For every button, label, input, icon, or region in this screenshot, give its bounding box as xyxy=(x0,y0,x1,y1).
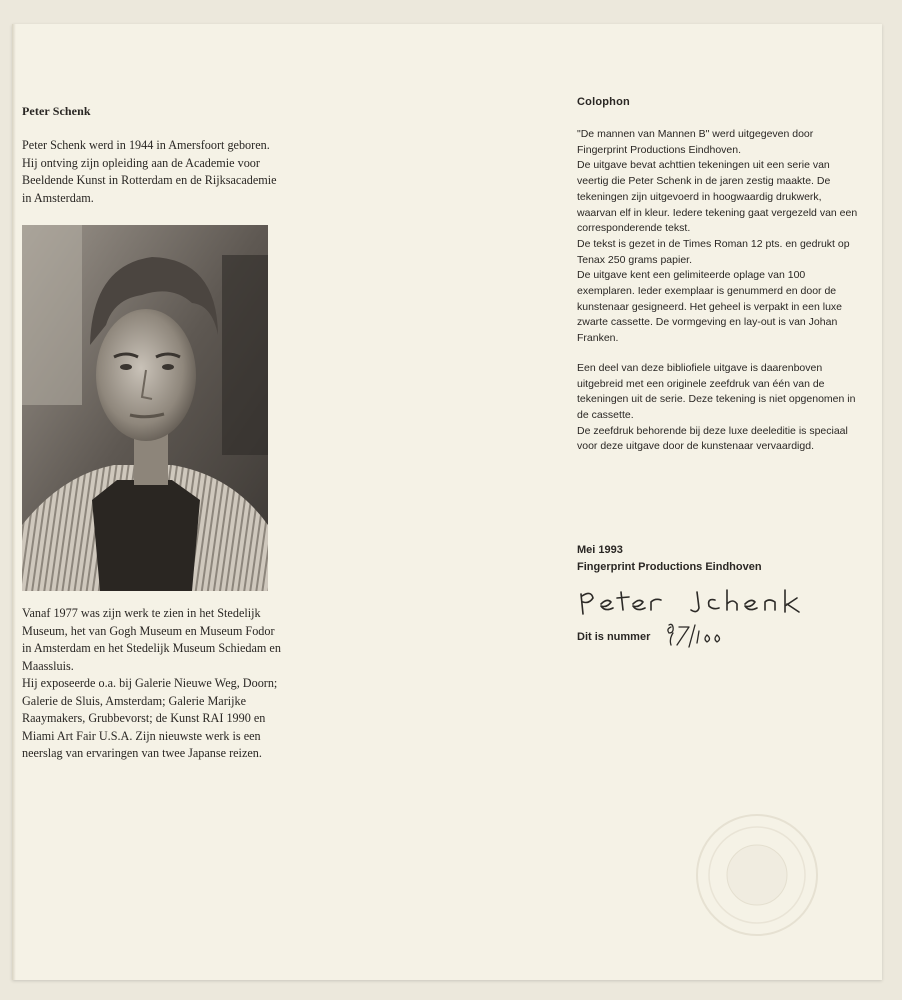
biography-intro: Peter Schenk werd in 1944 in Amersfoort geboren. Hij ontving zijn opleiding aan de Academie voor Beeldende Kunst in Rotterdam en de Rijksacademie in Amsterdam. xyxy=(22,138,277,205)
colophon-title: Colophon xyxy=(577,96,630,108)
publisher-name: Fingerprint Productions Eindhoven xyxy=(577,561,762,573)
colophon-contents-paragraph: De uitgave bevat achttien tekeningen uit een serie van veertig die Peter Schenk in de jaren zestig maakte. De tekeningen zijn uitgevoerd in hoogwaardig drukwerk, waarvan elf in kleur. Iedere tekening gaat vergezeld van een corresponderende tekst. xyxy=(577,159,858,235)
colophon-screenprint-paragraph: De zeefdruk behorende bij deze luxe deeleditie is speciaal voor deze uitgave door de kunstenaar vervaardigd. xyxy=(577,424,848,453)
biography-title: Peter Schenk xyxy=(22,104,91,118)
artist-portrait-photo xyxy=(22,225,268,591)
edition-number-label: Dit is nummer xyxy=(577,631,651,643)
embossed-seal xyxy=(692,810,822,940)
colophon-typeface-paragraph: De tekst is gezet in de Times Roman 12 pts. en gedrukt op Tenax 250 grams papier. xyxy=(577,237,850,266)
colophon-edition-paragraph: De uitgave kent een gelimiteerde oplage van 100 exemplaren. Ieder exemplaar is genummerd en door de kunstenaar gesigneerd. Het geheel is verpakt in een luxe zwarte cassette. De vormgeving en lay-out is van Johan Franken. xyxy=(577,269,843,345)
edition-number-line xyxy=(577,625,863,655)
colophon-publisher-paragraph: "De mannen van Mannen B" werd uitgegeven door Fingerprint Productions Eindhoven. xyxy=(577,128,814,156)
signature-block xyxy=(577,542,863,655)
handwritten-edition-number xyxy=(663,619,733,649)
page-fold xyxy=(12,24,16,980)
colophon-column xyxy=(577,96,863,455)
biography-galleries: Hij exposeerde o.a. bij Galerie Nieuwe Weg, Doorn; Galerie de Sluis, Amsterdam; Galerie Marijke Raaymakers, Grubbevorst; de Kunst RAI 1990 en Miami Art Fair U.S.A. Zijn nieuwste werk is een neerslag van ervaringen van twee Japanse reizen. xyxy=(22,676,278,760)
colophon-bibliophile-paragraph: Een deel van deze bibliofiele uitgave is daarenboven uitgebreid met een originele zeefdruk van één van de tekeningen uit de serie. Deze tekening is niet opgenomen in de cassette. xyxy=(577,361,856,421)
publication-date: Mei 1993 xyxy=(577,544,623,556)
biography-exhibitions: Vanaf 1977 was zijn werk te zien in het Stedelijk Museum, het van Gogh Museum en Museum Fodor in Amsterdam en het Stedelijk Museum Schiedam en Maassluis. xyxy=(22,606,281,673)
biography-column xyxy=(22,104,284,763)
